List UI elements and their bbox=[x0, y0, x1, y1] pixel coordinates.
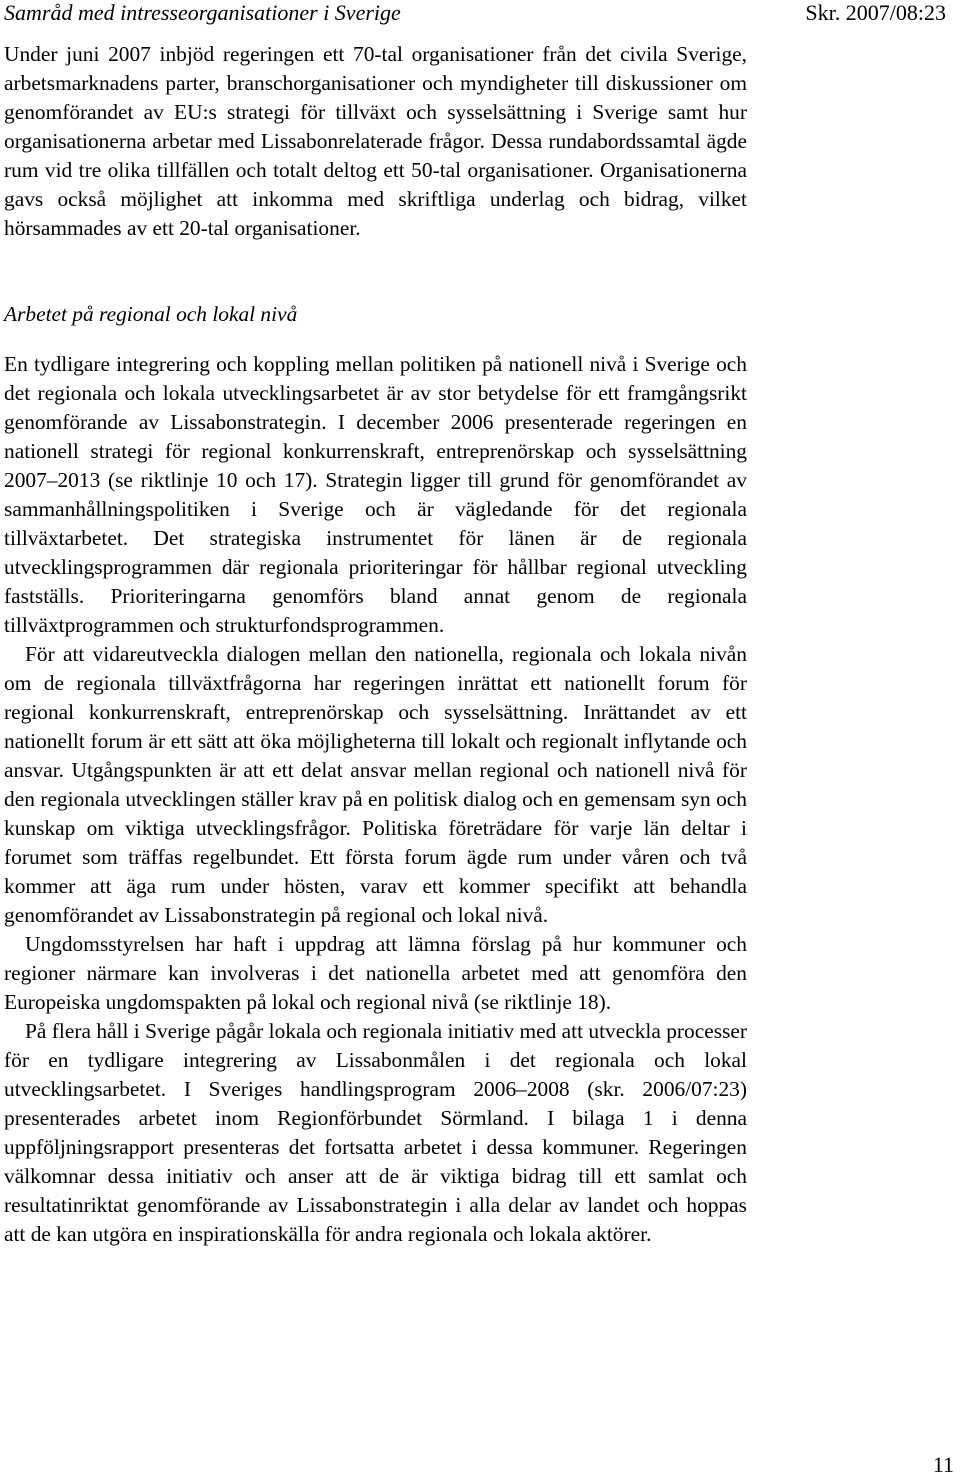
document-body bbox=[4, 40, 747, 1249]
intro-paragraph: Under juni 2007 inbjöd regeringen ett 70-tal organisationer från det civila Sverige, arbetsmarknadens parter, branschorganisationer och myndigheter till diskussioner om genomförandet av EU:s strategi för tillväxt och sysselsättning i Sverige samt hur organisationerna arbetar med Lissabonrelaterade frågor. Dessa rundabordssamtal ägde rum vid tre olika tillfällen och totalt deltog ett 50-tal organisationer. Organisationerna gavs också möjlighet att inkomma med skriftliga underlag och bidrag, vilket hörsammades av ett 20-tal organisationer. bbox=[4, 42, 747, 240]
body-paragraph: På flera håll i Sverige pågår lokala och regionala initiativ med att utveckla processer för en tydligare integrering av Lissabonmålen i det regionala och lokal utvecklingsarbetet. I Sveriges handlingsprogram 2006–2008 (skr. 2006/07:23) presenterades arbetet inom Regionförbundet Sörmland. I bilaga 1 i denna uppföljningsrapport presenteras det fortsatta arbetet i dessa kommuner. Regeringen välkomnar dessa initiativ och anser att de är viktiga bidrag till ett samlat och resultatinriktat genomförande av Lissabonstrategin i alla delar av landet och hoppas att de kan utgöra en inspirationskälla för andra regionala och lokala aktörer. bbox=[4, 1019, 747, 1246]
page-number: 11 bbox=[932, 1452, 954, 1477]
section-heading: Arbetet på regional och lokal nivå bbox=[4, 302, 298, 326]
body-paragraph: En tydligare integrering och koppling mellan politiken på nationell nivå i Sverige och det regionala och lokala utvecklingsarbetet är av stor betydelse för ett framgångsrikt genomförande av Lissabonstrategin. I december 2006 presenterade regeringen en nationell strategi för regional konkurrenskraft, entreprenörskap och sysselsättning 2007–2013 (se riktlinje 10 och 17). Strategin ligger till grund för genomförandet av sammanhållningspolitiken i Sverige och är vägledande för det regionala tillväxtarbetet. Det strategiska instrumentet för länen är de regionala utvecklingsprogrammen där regionala prioriteringar för hållbar regional utveckling fastställs. Prioriteringarna genomförs bland annat genom de regionala tillväxtprogrammen och strukturfondsprogrammen. bbox=[4, 352, 747, 637]
running-header-title: Samråd med intresseorganisationer i Sverige bbox=[4, 0, 401, 25]
body-paragraph: För att vidareutveckla dialogen mellan den nationella, regionala och lokala nivån om de regionala tillväxtfrågorna har regeringen inrättat ett nationellt forum för regional konkurrenskraft, entreprenörskap och sysselsättning. Inrättandet av ett nationellt forum är ett sätt att öka möjligheterna till lokalt och regionalt inflytande och ansvar. Utgångspunkten är att ett delat ansvar mellan regional och nationell nivå för den regionala utvecklingen ställer krav på en politisk dialog och en gemensam syn och kunskap om viktiga utvecklingsfrågor. Politiska företrädare för varje län deltar i forumet som träffas regelbundet. Ett första forum ägde rum under våren och två kommer att äga rum under hösten, varav ett kommer specifikt att behandla genomförandet av Lissabonstrategin på regional och lokal nivå. bbox=[4, 642, 747, 927]
body-paragraph: Ungdomsstyrelsen har haft i uppdrag att lämna förslag på hur kommuner och regioner närmare kan involveras i det nationella arbetet med att genomföra den Europeiska ungdomspakten på lokal och regional nivå (se riktlinje 18). bbox=[4, 932, 747, 1014]
document-reference: Skr. 2007/08:23 bbox=[805, 0, 946, 25]
